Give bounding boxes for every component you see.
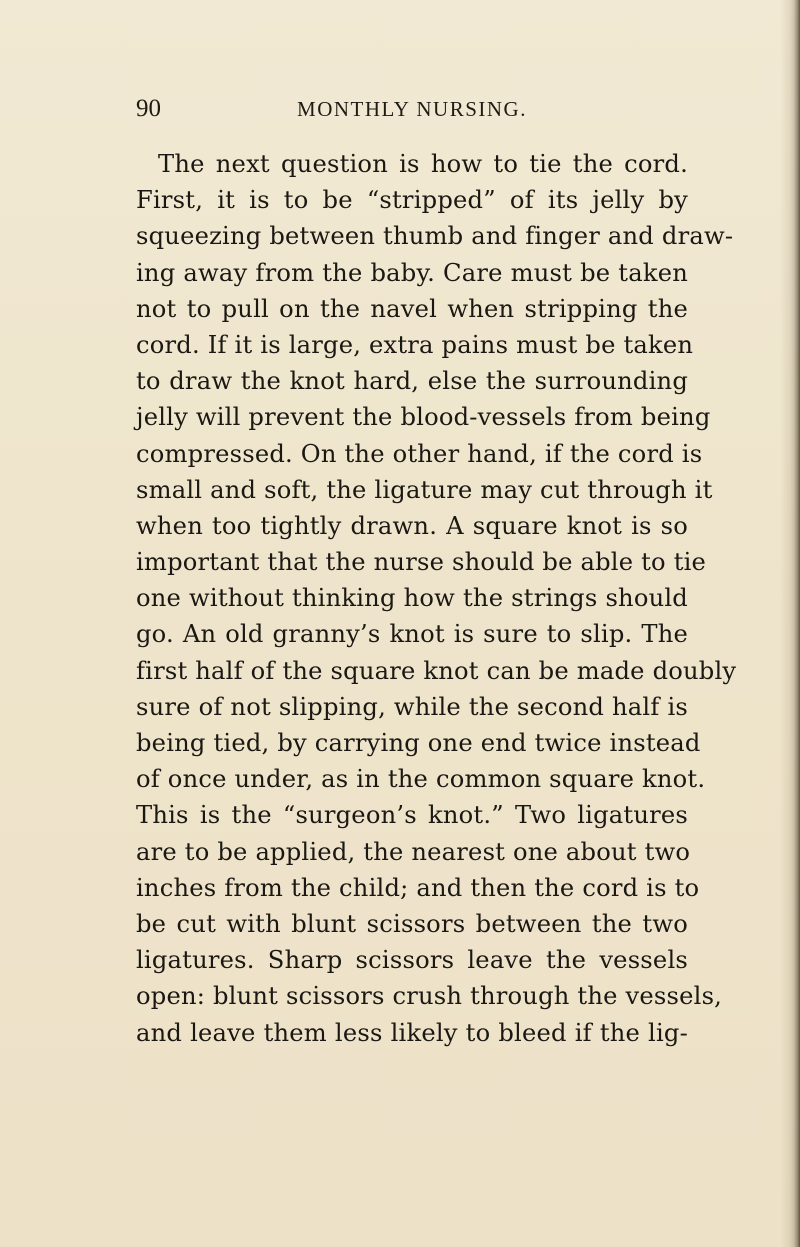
text-line: one without thinking how the strings should bbox=[136, 584, 688, 613]
text-line: and leave them less likely to bleed if the lig- bbox=[136, 1018, 688, 1047]
running-title: MONTHLY NURSING. bbox=[297, 97, 527, 121]
text-line: This is the “surgeon’s knot.” Two ligatures bbox=[136, 801, 688, 830]
text-line: cord. If it is large, extra pains must be taken bbox=[136, 330, 694, 359]
text-line: first half of the square knot can be made doubly bbox=[136, 656, 737, 685]
page-edge-shadow bbox=[794, 0, 800, 1247]
text-line: not to pull on the navel when stripping the bbox=[136, 294, 688, 323]
text-line: ing away from the baby. Care must be taken bbox=[136, 258, 688, 287]
text-line: The next question is how to tie the cord. bbox=[158, 150, 688, 178]
text-line: of once under, as in the common square knot. bbox=[136, 765, 706, 794]
text-line: be cut with blunt scissors between the two bbox=[136, 909, 688, 938]
text-line: are to be applied, the nearest one about two bbox=[136, 837, 691, 866]
text-line: squeezing between thumb and finger and draw- bbox=[136, 222, 734, 251]
text-line: when too tightly drawn. A square knot is so bbox=[136, 511, 688, 540]
page-number: 90 bbox=[136, 95, 161, 122]
page-header bbox=[136, 92, 688, 126]
text-line: sure of not slipping, while the second half is bbox=[136, 692, 688, 721]
text-line: to draw the knot hard, else the surrounding bbox=[136, 367, 688, 396]
text-line: jelly will prevent the blood-vessels from being bbox=[136, 403, 711, 432]
text-line: being tied, by carrying one end twice instead bbox=[136, 729, 701, 757]
text-line: compressed. On the other hand, if the cord is bbox=[136, 439, 703, 468]
text-line: ligatures. Sharp scissors leave the vessels bbox=[136, 946, 688, 975]
text-line: small and soft, the ligature may cut through it bbox=[136, 475, 713, 504]
text-line: inches from the child; and then the cord is to bbox=[136, 873, 700, 902]
text-line: go. An old granny’s knot is sure to slip. The bbox=[136, 620, 688, 649]
body-paragraph bbox=[136, 146, 737, 1051]
text-line: First, it is to be “stripped” of its jelly by bbox=[136, 186, 688, 215]
text-line: open: blunt scissors crush through the vessels, bbox=[136, 982, 723, 1011]
text-line: important that the nurse should be able to tie bbox=[136, 548, 707, 577]
